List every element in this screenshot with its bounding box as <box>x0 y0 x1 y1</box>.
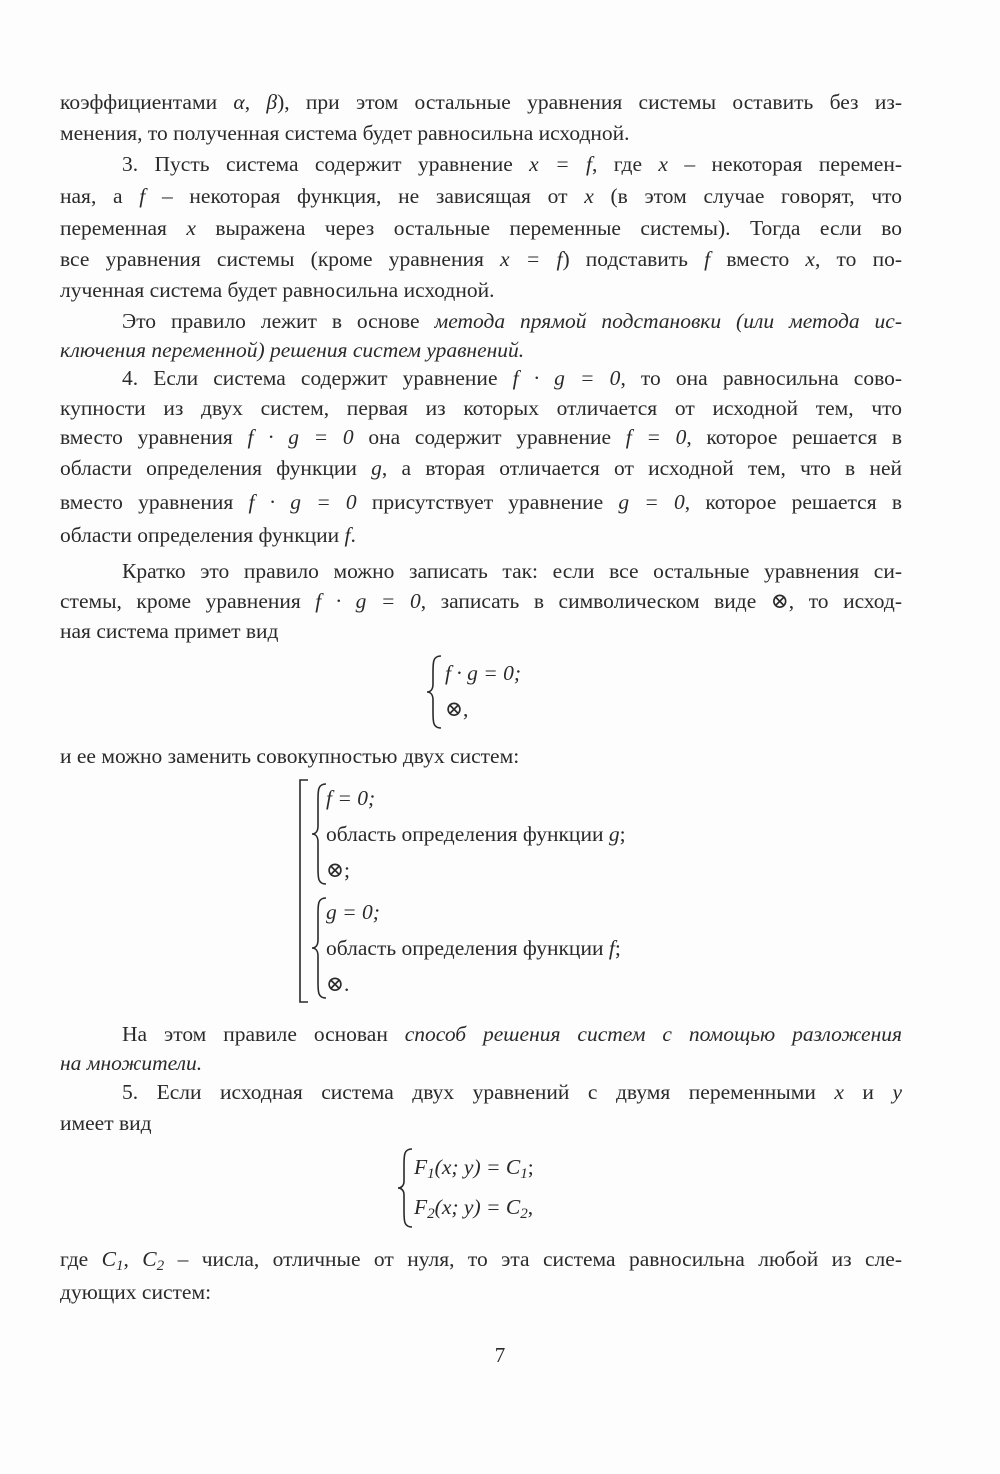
formula-row: область определения функции f; <box>326 936 621 960</box>
text-line: менения, то полученная система будет равносильна исходной. <box>60 121 630 145</box>
left-bracket <box>296 778 310 1004</box>
formula-row: ⊗; <box>326 858 350 882</box>
formula-row: $F_2(x$; $y) = C_2$, <box>414 1195 534 1222</box>
formula-row: f = 0; <box>326 786 376 810</box>
left-brace <box>396 1147 416 1229</box>
text-line: стемы, кроме уравнения f · g = 0, записать в символическом виде ⊗, то исход- <box>60 589 902 613</box>
text-line: ная система примет вид <box>60 619 279 643</box>
text-line: ная, а f – некоторая функция, не зависящая от x (в этом случае говорят, что <box>60 184 903 208</box>
formula-row: $F_1(x$; $y) = C_1$; <box>414 1155 534 1182</box>
text-line: вместо уравнения f · g = 0 присутствует уравнение g = 0, которое решается в <box>60 490 902 514</box>
formula-row: ⊗, <box>445 697 469 721</box>
page-number: 7 <box>494 1343 506 1367</box>
text-line: на множители. <box>60 1051 203 1075</box>
text-line: и ее можно заменить совокупностью двух систем: <box>60 744 520 768</box>
text-line: области определения функции g, а вторая отличается от исходной тем, что в ней <box>60 456 903 480</box>
text-line: лученная система будет равносильна исходной. <box>60 278 495 302</box>
formula-row: область определения функции g; <box>326 822 626 846</box>
formula-row: f · g = 0; <box>445 661 522 685</box>
text-line: купности из двух систем, первая из которых отличается от исходной тем, что <box>60 396 902 420</box>
math-beta: β <box>266 90 278 114</box>
text-line: Кратко это правило можно записать так: если все остальные уравнения си- <box>122 559 902 583</box>
text-line: имеет вид <box>60 1111 152 1135</box>
formula-system-1 <box>425 652 605 732</box>
text-line: На этом правиле основан способ решения систем с помощью разложения <box>122 1022 902 1046</box>
math-alpha: α <box>233 90 245 114</box>
left-brace <box>425 654 445 730</box>
text-line: коэффициентами α, β), при этом остальные уравнения системы оставить без из- <box>60 90 902 114</box>
text-line: дующих систем: <box>60 1280 212 1304</box>
formula-collection <box>296 778 696 1006</box>
formula-system-3 <box>396 1145 616 1231</box>
text-line: 5. Если исходная система двух уравнений с двумя переменными x и y <box>122 1080 902 1104</box>
text-line: все уравнения системы (кроме уравнения x = f) подставить f вместо x, то по- <box>60 247 903 271</box>
text-line: 4. Если система содержит уравнение f · g = 0, то она равносильна сово- <box>122 366 903 390</box>
formula-row: ⊗. <box>326 972 350 996</box>
text-line: вместо уравнения f · g = 0 она содержит уравнение f = 0, которое решается в <box>60 425 902 449</box>
formula-row: g = 0; <box>326 900 380 924</box>
text-line: ключения переменной) решения систем уравнений. <box>60 338 525 362</box>
text-line: 3. Пусть система содержит уравнение x = f, где x – некоторая перемен- <box>122 152 902 176</box>
text-line: переменная x выражена через остальные переменные системы). Тогда если во <box>60 216 902 240</box>
text-line: области определения функции f. <box>60 523 356 547</box>
text-line: где $C_1$, $C_2$ – числа, отличные от нуля, то эта система равносильна любой из сле- <box>60 1247 902 1274</box>
text-line: Это правило лежит в основе метода прямой подстановки (или метода ис- <box>122 309 902 333</box>
